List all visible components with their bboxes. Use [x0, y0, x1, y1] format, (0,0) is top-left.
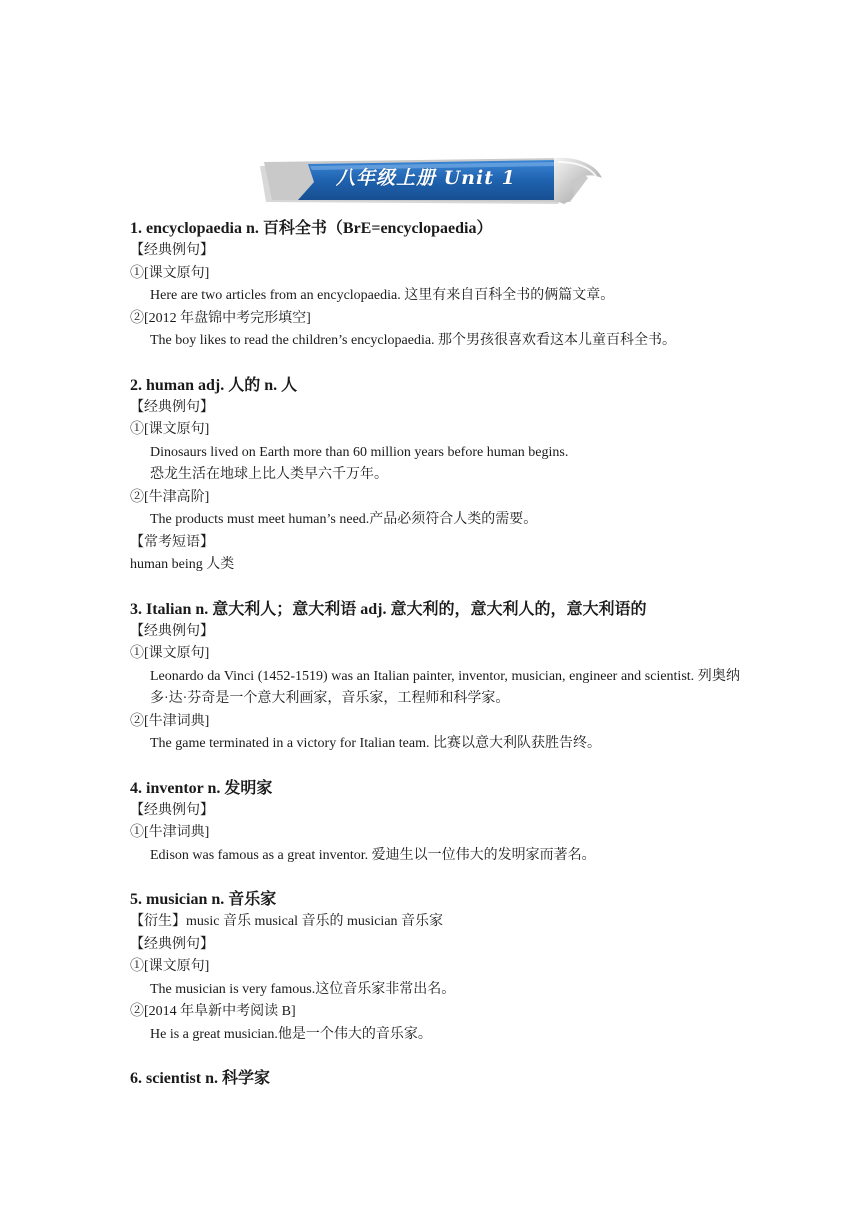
- entry-encyclopaedia: [130, 218, 740, 353]
- banner-title: 八年级上册 Unit 1: [336, 167, 516, 189]
- example-sentence: The products must meet human’s need.产品必须符合人类的需要。: [150, 512, 538, 527]
- source-label: ①[课文原句]: [130, 959, 210, 974]
- section-tag: 【经典例句】: [130, 936, 214, 952]
- example-sentence: The musician is very famous.这位音乐家非常出名。: [150, 981, 456, 997]
- vocabulary-list: [130, 218, 740, 1090]
- entry-heading: 5. musician n. 音乐家: [130, 891, 277, 908]
- source-label: ②[牛津高阶]: [130, 489, 210, 505]
- entry-scientist: [130, 1068, 740, 1090]
- source-label: ②[2014 年阜新中考阅读 B]: [130, 1004, 296, 1019]
- entry-heading: 4. inventor n. 发明家: [130, 779, 273, 797]
- example-sentence: Leonardo da Vinci (1452-1519) was an Italian painter, inventor, musician, engineer and scientist. 列奥纳多·达·芬奇是一个意大利画家，音乐家，工程师和科学家。: [150, 668, 740, 706]
- example-sentence: The game terminated in a victory for Italian team. 比赛以意大利队获胜告终。: [150, 736, 601, 751]
- example-sentence: Edison was famous as a great inventor. 爱迪生以一位伟大的发明家而著名。: [150, 847, 596, 863]
- source-label: ①[课文原句]: [130, 265, 210, 281]
- entry-heading: 3. Italian n. 意大利人；意大利语 adj. 意大利的，意大利人的，意大利语的: [130, 600, 647, 618]
- entry-inventor: [130, 778, 740, 868]
- entry-italian: [130, 599, 740, 756]
- entry-heading: 1. encyclopaedia n. 百科全书（BrE=encyclopaedia）: [130, 220, 493, 237]
- section-tag: 【常考短语】: [130, 534, 214, 550]
- entry-musician: [130, 889, 740, 1046]
- example-translation: 恐龙生活在地球上比人类早六千万年。: [150, 467, 388, 482]
- entry-human: [130, 375, 740, 577]
- section-tag: 【经典例句】: [130, 243, 214, 258]
- entry-heading: 6. scientist n. 科学家: [130, 1070, 271, 1087]
- example-sentence: He is a great musician.他是一个伟大的音乐家。: [150, 1026, 432, 1042]
- example-sentence: The boy likes to read the children’s encyclopaedia. 那个男孩很喜欢看这本儿童百科全书。: [150, 333, 677, 348]
- source-label: ②[牛津词典]: [130, 713, 210, 729]
- example-sentence: Dinosaurs lived on Earth more than 60 million years before human begins.: [150, 444, 569, 460]
- source-label: ①[课文原句]: [130, 646, 210, 661]
- source-label: ②[2012 年盘锦中考完形填空]: [130, 310, 311, 326]
- source-label: ①[牛津词典]: [130, 825, 210, 840]
- phrase-line: human being 人类: [130, 557, 235, 572]
- section-tag: 【经典例句】: [130, 623, 214, 639]
- derivation-line: 【衍生】music 音乐 musical 音乐的 musician 音乐家: [130, 914, 444, 929]
- source-label: ①[课文原句]: [130, 422, 210, 437]
- example-sentence: Here are two articles from an encyclopaedia. 这里有来自百科全书的俩篇文章。: [150, 288, 615, 303]
- section-tag: 【经典例句】: [130, 802, 214, 818]
- entry-heading: 2. human adj. 人的 n. 人: [130, 376, 298, 394]
- unit-banner: [258, 152, 608, 208]
- section-tag: 【经典例句】: [130, 399, 214, 415]
